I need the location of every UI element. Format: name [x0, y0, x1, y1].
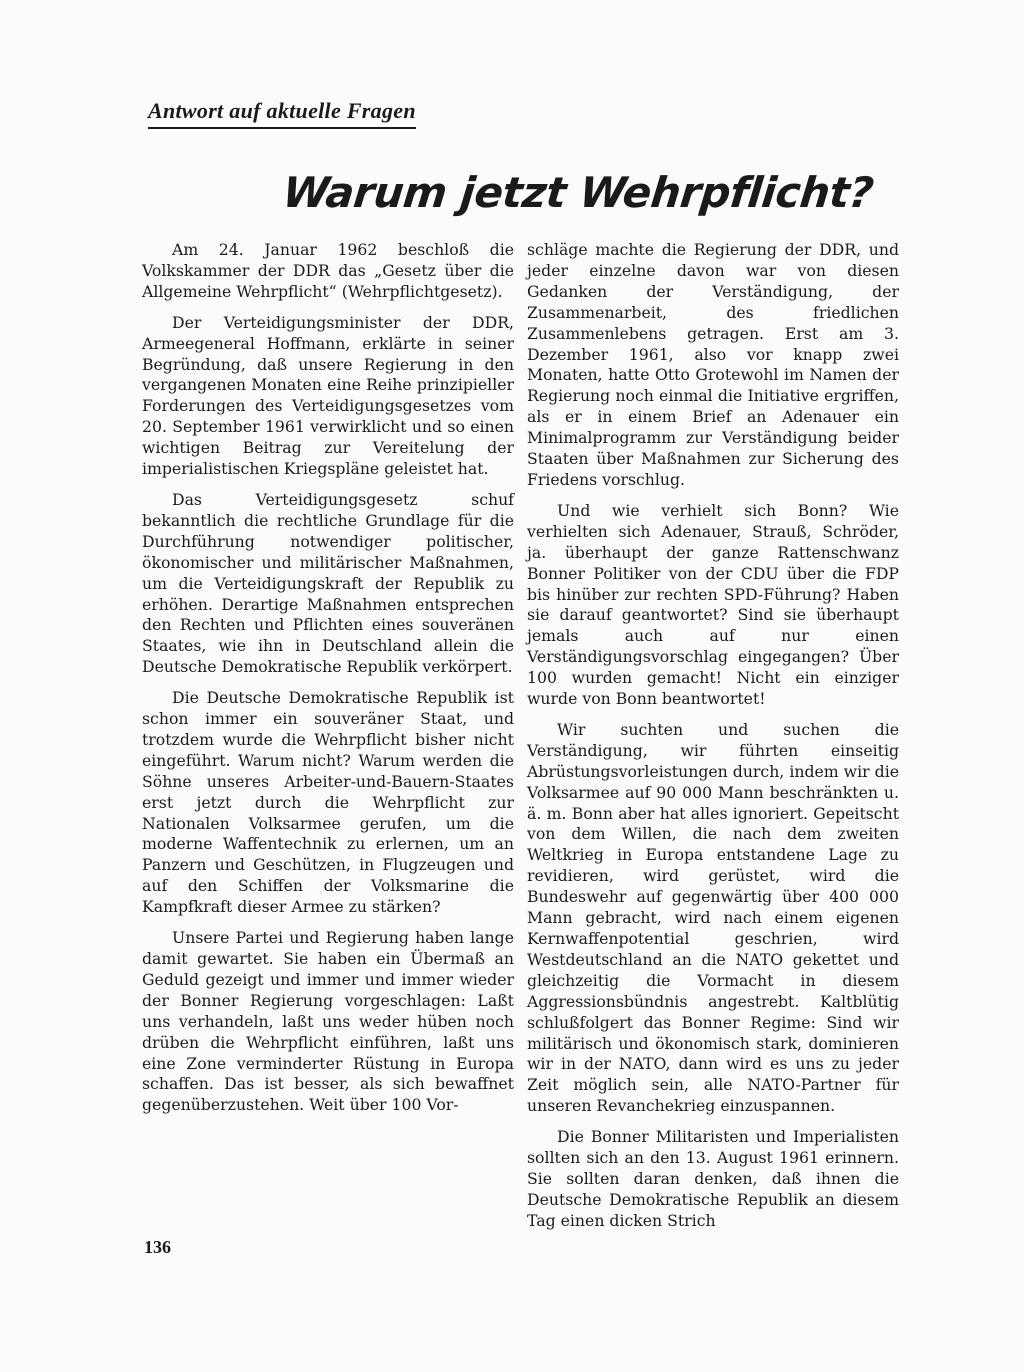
page-title: Warum jetzt Wehrpflicht?: [280, 168, 876, 217]
right-column: [527, 240, 899, 1242]
paragraph: Die Bonner Militaristen und Imperialisten sollten sich an den 13. August 1961 erinnern. Sie sollten daran denken, daß ihnen die Deutsche Demokratische Republik an diesem Tag einen dicken Strich: [527, 1127, 899, 1230]
paragraph: Und wie verhielt sich Bonn? Wie verhielten sich Adenauer, Strauß, Schröder, ja. überhaupt der ganze Rattenschwanz Bonner Politiker von der CDU über die FDP bis hinüber zur rechten SPD-Führung? Haben sie darauf geantwortet? Sind sie überhaupt jemals auch auf nur einen Verständigungsvorschlag eingegangen? Über 100 wurden gemacht! Nicht ein einziger wurde von Bonn beantwortet!: [527, 500, 899, 709]
paragraph: Der Verteidigungsminister der DDR, Armeegeneral Hoffmann, erklärte in seiner Begründung, daß unsere Regierung in den vergangenen Monaten eine Reihe prinzipieller Forderungen des Verteidigungsgesetzes vom 20. September 1961 verwirklicht und so einen wichtigen Beitrag zur Vereitelung der imperialistischen Kriegspläne geleistet hat.: [142, 312, 514, 479]
page-number: 136: [144, 1237, 171, 1257]
left-column: [142, 240, 514, 1126]
paragraph: Unsere Partei und Regierung haben lange damit gewartet. Sie haben ein Übermaß an Geduld gezeigt und immer und immer wieder der Bonner Regierung vorgeschlagen: Laßt uns verhandeln, laßt uns weder hüben noch drüben die Wehrpflicht einführen, laßt uns eine Zone verminderter Rüstung in Europa schaffen. Das ist besser, als sich bewaffnet gegenüberzustehen. Weit über 100 Vor-: [142, 928, 514, 1115]
paragraph: Am 24. Januar 1962 beschloß die Volkskammer der DDR das „Gesetz über die Allgemeine Wehrpflicht“ (Wehrpflichtgesetz).: [142, 240, 514, 301]
section-label: Antwort auf aktuelle Fragen: [148, 98, 416, 129]
paragraph: schläge machte die Regierung der DDR, und jeder einzelne davon war von diesen Gedanken der Verständigung, der Zusammenarbeit, des friedlichen Zusammenlebens getragen. Erst am 3. Dezember 1961, also vor knapp zwei Monaten, hatte Otto Grotewohl im Namen der Regierung noch einmal die Initiative ergriffen, als er in einem Brief an Adenauer ein Minimalprogramm zur Verständigung beider Staaten über Maßnahmen zur Sicherung des Friedens vorschlug.: [527, 240, 899, 489]
paragraph: Die Deutsche Demokratische Republik ist schon immer ein souveräner Staat, und trotzdem wurde die Wehrpflicht bisher nicht eingeführt. Warum nicht? Warum werden die Söhne unseres Arbeiter-und-Bauern-Staates erst jetzt durch die Wehrpflicht zur Nationalen Volksarmee gerufen, um die moderne Waffentechnik zu erlernen, um an Panzern und Geschützen, in Flugzeugen und auf den Schiffen der Volksmarine die Kampfkraft dieser Armee zu stärken?: [142, 688, 514, 917]
paragraph: Wir suchten und suchen die Verständigung, wir führten einseitig Abrüstungsvorleistungen durch, indem wir die Volksarmee auf 90 000 Mann beschränkten u. ä. m. Bonn aber hat alles ignoriert. Gepeitscht von dem Willen, die nach dem zweiten Weltkrieg in Europa entstandene Lage zu revidieren, wird gerüstet, wird die Bundeswehr auf gegenwärtig über 400 000 Mann gebracht, wird nach einem eigenen Kernwaffenpotential geschrien, wird Westdeutschland an die NATO gekettet und gleichzeitig die Vormacht in diesem Aggressionsbündnis angestrebt. Kaltblütig schlußfolgert das Bonner Regime: Sind wir militärisch und ökonomisch stark, dominieren wir in der NATO, dann wird es uns zu jeder Zeit möglich sein, alle NATO-Partner für unseren Revanchekrieg einzuspannen.: [527, 719, 899, 1116]
paragraph: Das Verteidigungsgesetz schuf bekanntlich die rechtliche Grundlage für die Durchführung notwendiger politischer, ökonomischer und militärischer Maßnahmen, um die Verteidigungskraft der Republik zu erhöhen. Derartige Maßnahmen entsprechen den Rechten und Pflichten eines souveränen Staates, wie ihn in Deutschland allein die Deutsche Demokratische Republik verkörpert.: [142, 489, 514, 677]
